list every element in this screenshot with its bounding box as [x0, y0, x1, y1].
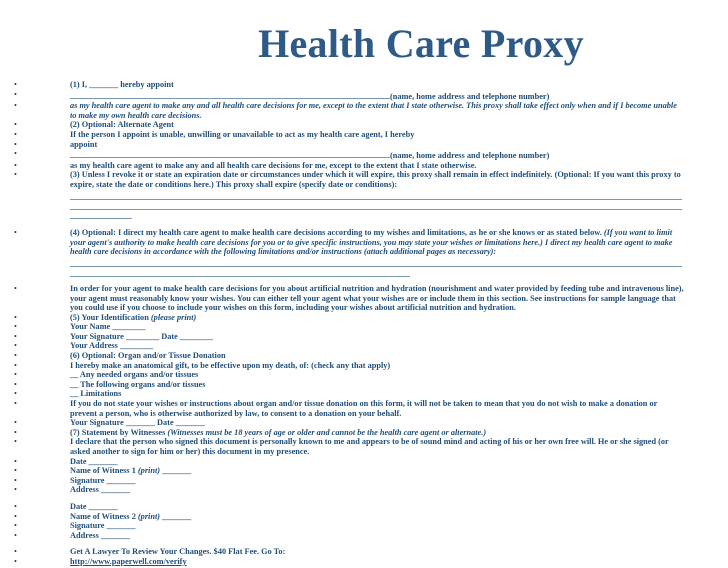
- line-witness-address-2: • Address _______: [58, 531, 684, 541]
- line-your-name: • Your Name ________: [58, 322, 684, 332]
- page-title: Health Care Proxy: [258, 21, 584, 66]
- line-lawyer-offer: • Get A Lawyer To Review Your Changes. $40 Flat Fee. Go To:: [58, 547, 684, 557]
- line-organ-heading: • (6) Optional: Organ and/or Tissue Donation: [58, 351, 684, 361]
- line-witness-name-1: • Name of Witness 1 (print) _______: [58, 466, 684, 476]
- line-option-following: • __ The following organs and/or tissues: [58, 380, 684, 390]
- fill-line[interactable]: [70, 190, 682, 200]
- line-appoint: • (1) I, _______ hereby appoint: [58, 80, 684, 90]
- fill-line[interactable]: [70, 267, 410, 277]
- line-alternate-appoint: • appoint: [58, 140, 684, 150]
- fill-line[interactable]: [70, 210, 132, 219]
- line-alternate-intro: • If the person I appoint is unable, unwilling or unavailable to act as my health care agent, I hereby: [58, 130, 684, 140]
- line-option-any: • __ Any needed organs and/or tissues: [58, 370, 684, 380]
- line-limitations: • (4) Optional: I direct my health care agent to make health care decisions according to my wishes and limitations, as he or she knows or as stated below. (If you want to limit your agent's authority to make health care decisions for you or to give specific instructions, you may state your wishes or limitations here.) I direct my health care agent to make health care decisions in accordance with the following limitations and/or instructions (attach additional pages as necessary):: [58, 228, 684, 277]
- line-expiration: • (3) Unless I revoke it or state an expiration date or circumstances under which it will expire, this proxy shall remain in effect indefinitely. (Optional: If you want this proxy to expire, state the date or conditions here.) This proxy shall expire (specify date or conditions):: [58, 170, 684, 221]
- line-donation-note: • If you do not state your wishes or instructions about organ and/or tissue donation on this form, it will not be taken to mean that you do not wish to make a donation or prevent a person, who is otherwise authorized by law, to consent to a donation on your behalf.: [58, 399, 684, 418]
- document-page: [0, 22, 728, 568]
- line-alternate-authority: • as my health care agent to make any and all health care decisions for me, except to the extent that I state otherwise.: [58, 161, 684, 171]
- line-witness-name-2: • Name of Witness 2 (print) _______: [58, 512, 684, 522]
- line-witness-signature-2: • Signature _______: [58, 521, 684, 531]
- fill-line[interactable]: [70, 200, 682, 210]
- line-witness-date-1: • Date _______: [58, 457, 684, 467]
- fill-line[interactable]: [70, 90, 390, 99]
- line-verify-link: [58, 557, 684, 567]
- line-agent-authority: • as my health care agent to make any and all health care decisions for me, except to the extent that I state otherwise. This proxy shall take effect only when and if I become unable to make my own health care decisions.: [58, 101, 684, 120]
- line-anatomical-gift: • I hereby make an anatomical gift, to be effective upon my death, of: (check any that apply): [58, 361, 684, 371]
- verify-link[interactable]: http://www.paperwell.com/verify: [70, 556, 187, 566]
- fill-line[interactable]: [70, 149, 390, 158]
- line-your-address: • Your Address ________: [58, 341, 684, 351]
- line-witness-heading: • (7) Statement by Witnesses (Witnesses must be 18 years of age or older and cannot be the health care agent or alternate.): [58, 428, 684, 438]
- fill-line[interactable]: [70, 257, 682, 267]
- line-witness-address-1: • Address _______: [58, 485, 684, 495]
- line-signature-2: • Your Signature _______ Date _______: [58, 418, 684, 428]
- line-option-limitations: • __ Limitations: [58, 389, 684, 399]
- line-witness-date-2: • Date _______: [58, 502, 684, 512]
- line-witness-declaration: • I declare that the person who signed this document is personally known to me and appears to be of sound mind and acting of his or her own free will. He or she signed (or asked another to sign for him or her) this document in my presence.: [58, 437, 684, 456]
- line-your-signature: • Your Signature ________ Date ________: [58, 332, 684, 342]
- line-alternate-heading: • (2) Optional: Alternate Agent: [58, 120, 684, 130]
- form-lines: [58, 80, 684, 567]
- line-agent-name: • (name, home address and telephone number): [58, 90, 684, 102]
- line-alternate-name: • (name, home address and telephone number): [58, 149, 684, 161]
- line-identification: • (5) Your Identification (please print): [58, 313, 684, 323]
- line-witness-signature-1: • Signature _______: [58, 476, 684, 486]
- line-nutrition-note: • In order for your agent to make health care decisions for you about artificial nutrition and hydration (nourishment and water provided by feeding tube and intravenous line), your agent must reasonably know your wishes. You can either tell your agent what your wishes are or include them in this section. See instructions for sample language that you could use if you choose to include your wishes on this form, including your wishes about artificial nutrition and hydration.: [58, 284, 684, 313]
